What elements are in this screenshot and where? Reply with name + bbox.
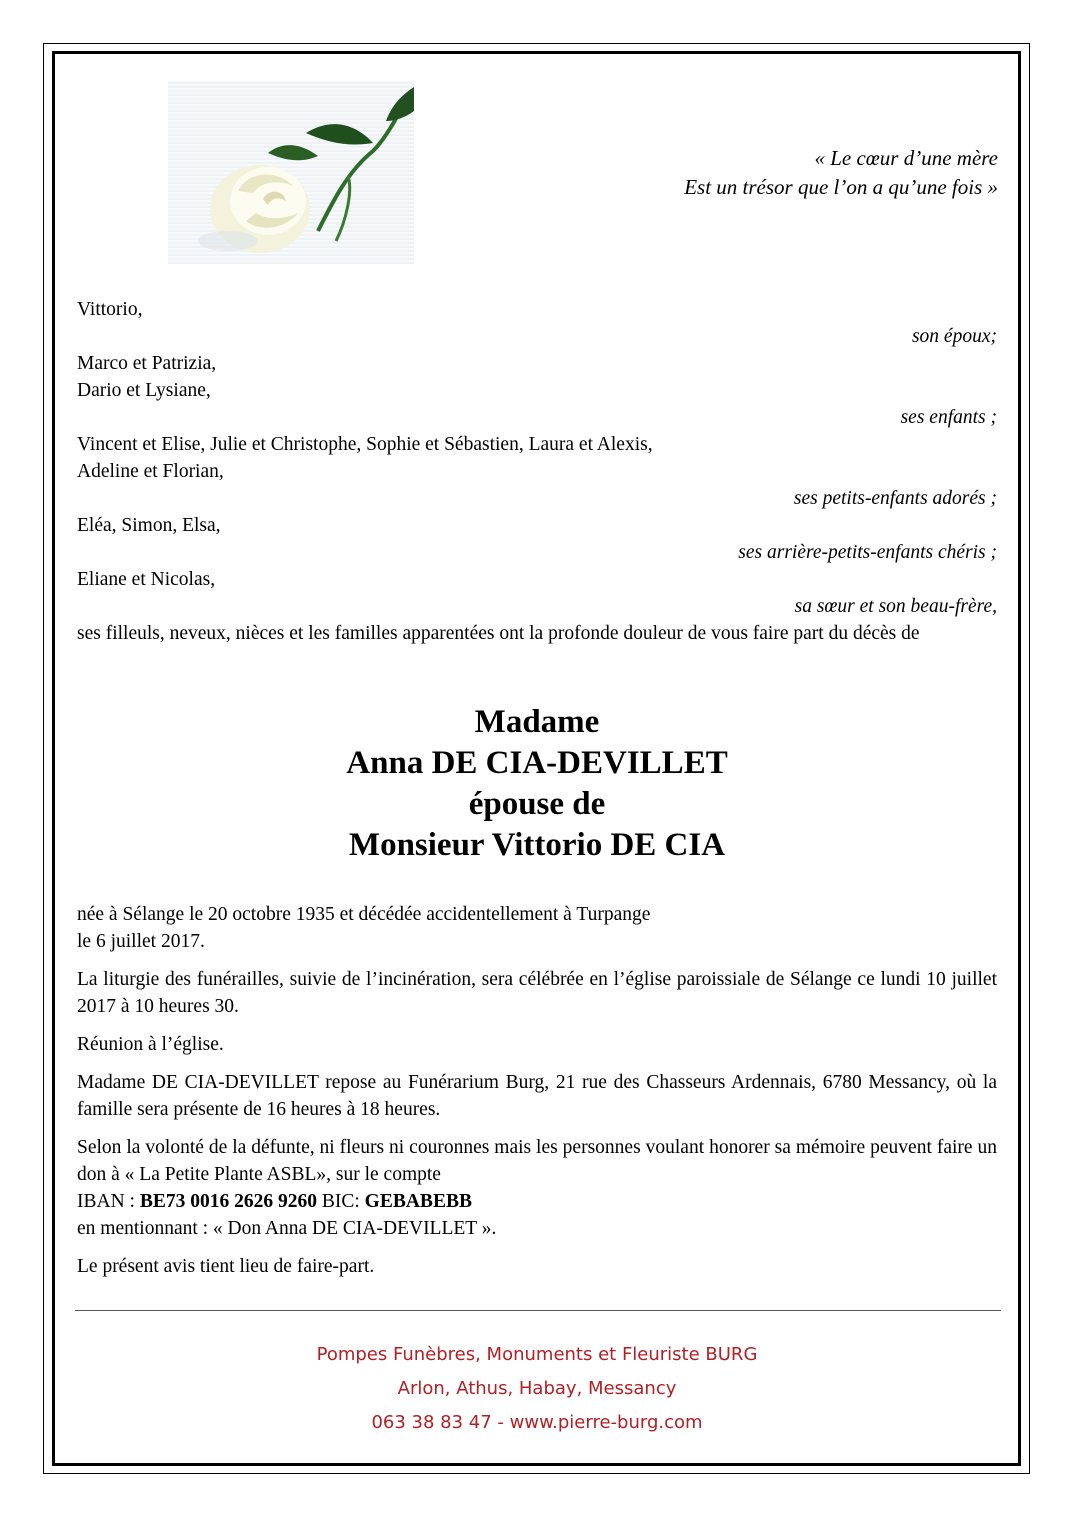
- children-role: ses enfants ;: [900, 407, 997, 428]
- meeting-paragraph: Réunion à l’église.: [77, 1034, 224, 1055]
- quote-line-2: Est un trésor que l’on a qu’une fois »: [684, 175, 998, 199]
- bic-label: BIC:: [316, 1191, 365, 1212]
- bank-details: [77, 1188, 997, 1215]
- bic-value: GEBABEBB: [364, 1191, 472, 1212]
- sister-names: Eliane et Nicolas,: [77, 569, 216, 590]
- deceased-name: Anna DE CIA-DEVILLET: [346, 745, 728, 781]
- iban-label: IBAN :: [77, 1191, 140, 1212]
- sister-role: sa sœur et son beau-frère,: [794, 596, 997, 617]
- footer-divider: [75, 1310, 1001, 1311]
- rose-icon: [168, 81, 414, 264]
- children-line-2: Dario et Lysiane,: [77, 380, 211, 401]
- epigraph-quote: [684, 144, 998, 202]
- footer-contact: 063 38 83 47 - www.pierre-burg.com: [371, 1412, 703, 1433]
- deceased-spouse: Monsieur Vittorio DE CIA: [348, 827, 726, 863]
- closing-line: Le présent avis tient lieu de faire-part.: [77, 1256, 375, 1277]
- footer-company: Pompes Funèbres, Monuments et Fleuriste BURG: [316, 1344, 758, 1365]
- iban-value: BE73 0016 2626 9260: [139, 1191, 317, 1212]
- grandchildren-line-1: Vincent et Elise, Julie et Christophe, Sophie et Sébastien, Laura et Alexis,: [77, 434, 653, 455]
- great-grandchildren: Eléa, Simon, Elsa,: [77, 515, 221, 536]
- donation-paragraph: Selon la volonté de la défunte, ni fleurs ni couronnes mais les personnes voulant honorer sa mémoire peuvent faire un don à « La Petite Plante ASBL», sur le compte: [77, 1137, 997, 1185]
- ceremony-details: [77, 901, 997, 1291]
- children-line-1: Marco et Patrizia,: [77, 353, 217, 374]
- white-rose-image: [168, 81, 414, 264]
- great-grandchildren-role: ses arrière-petits-enfants chéris ;: [738, 542, 997, 563]
- deceased-heading: [77, 702, 997, 866]
- family-list: [77, 296, 997, 647]
- footer-locations: Arlon, Athus, Habay, Messancy: [397, 1378, 677, 1399]
- birth-line-1: née à Sélange le 20 octobre 1935 et décédée accidentellement à Turpange: [77, 904, 651, 925]
- funeral-home-footer: [77, 1338, 997, 1440]
- deceased-relation: épouse de: [468, 786, 606, 822]
- grandchildren-role: ses petits-enfants adorés ;: [793, 488, 997, 509]
- mention-line: en mentionnant : « Don Anna DE CIA-DEVILLET ».: [77, 1218, 497, 1239]
- rest-paragraph: Madame DE CIA-DEVILLET repose au Funérarium Burg, 21 rue des Chasseurs Ardennais, 6780 Messancy, où la famille sera présente de 16 heures à 18 heures.: [77, 1072, 997, 1120]
- deceased-title: Madame: [474, 704, 600, 740]
- birth-line-2: le 6 juillet 2017.: [77, 931, 205, 952]
- quote-line-1: « Le cœur d’une mère: [814, 146, 998, 170]
- birth-death-paragraph: [77, 901, 997, 955]
- grandchildren-line-2: Adeline et Florian,: [77, 461, 224, 482]
- husband-name: Vittorio,: [77, 299, 143, 320]
- husband-role: son époux;: [911, 326, 997, 347]
- announcement-text: ses filleuls, neveux, nièces et les familles apparentées ont la profonde douleur de vous faire part du décès de: [77, 623, 920, 644]
- funeral-paragraph: La liturgie des funérailles, suivie de l’incinération, sera célébrée en l’église paroissiale de Sélange ce lundi 10 juillet 2017 à 10 heures 30.: [77, 969, 997, 1017]
